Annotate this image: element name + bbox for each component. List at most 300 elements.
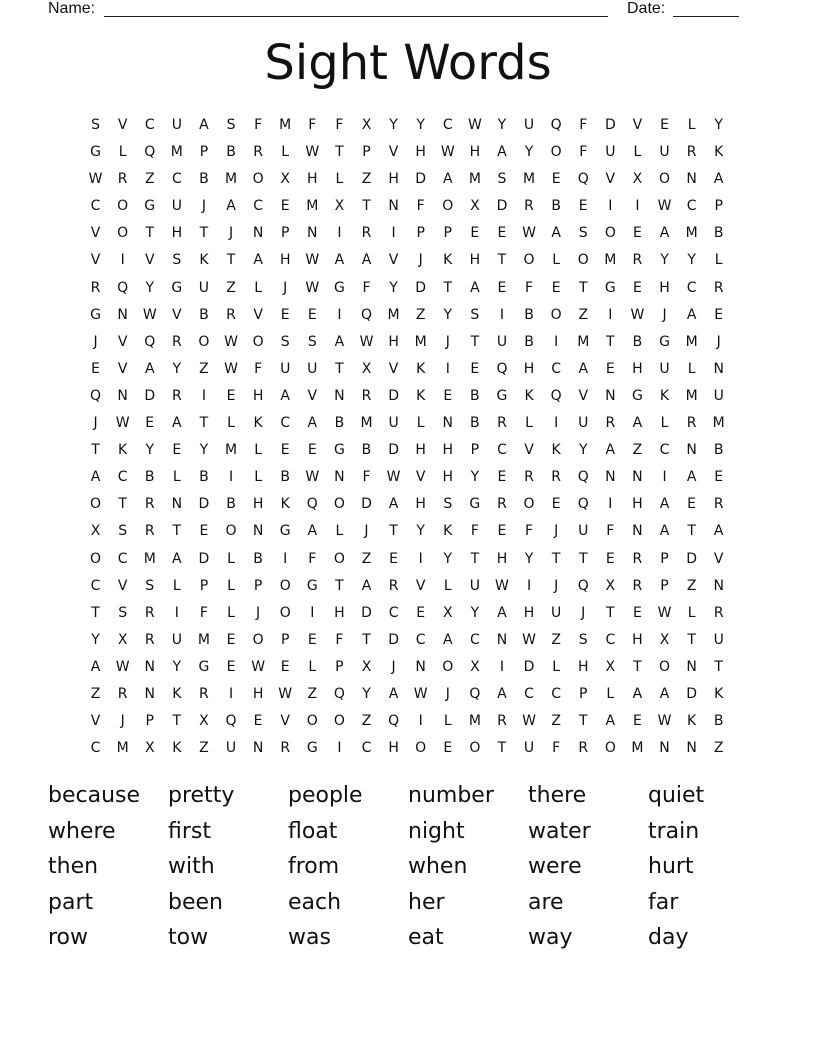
- grid-letter: R: [551, 469, 561, 486]
- grid-letter: Y: [199, 442, 209, 459]
- grid-letter: K: [443, 252, 453, 269]
- grid-letter: U: [388, 415, 399, 432]
- grid-letter: K: [199, 252, 209, 269]
- grid-letter: U: [171, 117, 182, 133]
- word-bank-item: tow: [168, 925, 209, 950]
- grid-letter: O: [659, 658, 671, 675]
- grid-letter: T: [687, 631, 696, 648]
- grid-letter: M: [712, 415, 725, 432]
- grid-letter: J: [554, 577, 559, 594]
- grid-letter: Y: [443, 306, 453, 323]
- grid-letter: E: [307, 306, 317, 323]
- grid-letter: Q: [90, 387, 102, 404]
- grid-letter: P: [199, 144, 209, 161]
- grid-letter: E: [307, 631, 317, 648]
- grid-letter: S: [307, 333, 317, 350]
- grid-letter: W: [224, 333, 238, 350]
- word-bank-item: day: [648, 925, 689, 950]
- grid-letter: A: [713, 171, 724, 188]
- grid-letter: L: [687, 604, 696, 621]
- grid-letter: Z: [632, 442, 643, 459]
- grid-row: [82, 518, 732, 545]
- grid-letter: T: [470, 333, 480, 350]
- grid-letter: E: [199, 523, 209, 540]
- grid-letter: I: [554, 415, 559, 432]
- word-bank-item: quiet: [648, 783, 705, 808]
- grid-letter: M: [279, 117, 292, 133]
- grid-row: [82, 735, 732, 762]
- grid-letter: R: [524, 198, 534, 215]
- grid-letter: B: [199, 469, 209, 486]
- page-title: Sight Words: [264, 35, 552, 91]
- grid-letter: E: [280, 442, 290, 459]
- date-field-line[interactable]: [673, 16, 739, 17]
- grid-letter: T: [578, 550, 588, 567]
- grid-letter: E: [551, 279, 561, 296]
- word-bank-item: eat: [408, 925, 444, 950]
- grid-letter: N: [117, 306, 128, 323]
- grid-letter: X: [442, 604, 453, 621]
- grid-letter: A: [172, 550, 182, 567]
- grid-letter: I: [608, 496, 613, 513]
- grid-letter: C: [361, 740, 372, 757]
- grid-letter: Z: [199, 740, 209, 757]
- grid-letter: S: [172, 252, 182, 269]
- grid-letter: H: [415, 144, 426, 161]
- grid-letter: I: [337, 740, 342, 757]
- grid-letter: O: [117, 225, 129, 242]
- grid-letter: W: [224, 360, 238, 377]
- grid-letter: U: [523, 740, 535, 757]
- grid-letter: A: [361, 252, 372, 269]
- grid-letter: I: [228, 469, 234, 486]
- grid-letter: B: [199, 171, 209, 188]
- word-bank-item: with: [168, 854, 215, 879]
- grid-letter: H: [388, 740, 399, 757]
- grid-letter: N: [713, 360, 724, 377]
- grid-letter: W: [440, 144, 455, 161]
- grid-letter: D: [686, 685, 697, 702]
- grid-letter: W: [305, 252, 320, 269]
- grid-letter: L: [227, 415, 235, 432]
- grid-row: [82, 464, 732, 491]
- grid-letter: N: [334, 469, 345, 486]
- grid-letter: O: [225, 523, 237, 540]
- word-bank-item: train: [648, 818, 700, 844]
- grid-letter: T: [497, 740, 507, 757]
- grid-letter: O: [442, 198, 454, 215]
- grid-letter: C: [90, 577, 101, 594]
- grid-letter: H: [279, 252, 291, 269]
- grid-letter: E: [605, 360, 615, 377]
- grid-letter: V: [605, 171, 616, 188]
- grid-letter: X: [605, 658, 616, 675]
- grid-letter: Y: [443, 550, 453, 567]
- grid-letter: F: [606, 523, 615, 540]
- grid-letter: Q: [306, 496, 318, 513]
- grid-letter: A: [686, 306, 697, 323]
- grid-letter: R: [280, 740, 291, 757]
- grid-letter: B: [280, 469, 290, 486]
- grid-letter: N: [117, 387, 128, 404]
- grid-row: [82, 627, 732, 654]
- grid-letter: V: [388, 360, 399, 377]
- grid-letter: V: [90, 252, 101, 269]
- grid-letter: Y: [660, 252, 669, 269]
- grid-letter: U: [551, 604, 562, 621]
- grid-letter: O: [469, 740, 481, 757]
- grid-letter: M: [468, 171, 481, 188]
- grid-letter: P: [253, 577, 263, 594]
- word-bank-item: first: [168, 818, 211, 844]
- grid-letter: B: [713, 713, 724, 730]
- grid-letter: E: [470, 360, 480, 377]
- grid-letter: R: [199, 685, 209, 702]
- grid-letter: H: [334, 604, 345, 621]
- grid-row: [82, 193, 732, 220]
- grid-letter: N: [252, 225, 264, 242]
- grid-letter: P: [199, 577, 209, 594]
- grid-letter: T: [172, 523, 182, 540]
- grid-letter: L: [525, 415, 533, 432]
- grid-letter: P: [714, 198, 723, 215]
- grid-letter: D: [388, 631, 399, 648]
- grid-letter: N: [144, 658, 155, 675]
- grid-letter: F: [308, 117, 317, 133]
- grid-letter: V: [117, 360, 128, 377]
- grid-letter: T: [145, 225, 155, 242]
- grid-letter: Y: [389, 117, 398, 133]
- grid-letter: J: [554, 523, 559, 540]
- grid-letter: G: [90, 144, 101, 161]
- grid-row: [82, 247, 732, 274]
- grid-letter: B: [144, 469, 155, 486]
- grid-letter: F: [199, 604, 208, 621]
- grid-letter: C: [90, 740, 101, 757]
- grid-letter: O: [442, 658, 454, 675]
- grid-letter: Z: [307, 685, 318, 702]
- grid-letter: G: [171, 279, 183, 296]
- grid-letter: P: [145, 713, 154, 730]
- grid-letter: P: [660, 550, 669, 567]
- grid-letter: J: [283, 279, 288, 296]
- grid-letter: E: [497, 469, 507, 486]
- grid-letter: C: [605, 631, 616, 648]
- grid-letter: F: [362, 279, 371, 296]
- grid-letter: H: [632, 360, 643, 377]
- grid-letter: W: [657, 604, 672, 621]
- grid-letter: D: [388, 442, 399, 459]
- grid-letter: L: [687, 360, 696, 377]
- grid-letter: Y: [497, 117, 507, 133]
- grid-row: [82, 491, 732, 518]
- grid-letter: C: [524, 685, 534, 702]
- grid-letter: A: [605, 713, 616, 730]
- grid-letter: R: [497, 415, 507, 432]
- grid-letter: I: [418, 550, 423, 567]
- grid-letter: F: [308, 550, 317, 567]
- grid-letter: O: [90, 496, 102, 513]
- grid-letter: C: [686, 198, 697, 215]
- word-bank-item: from: [288, 854, 340, 879]
- grid-letter: I: [526, 577, 532, 594]
- grid-letter: V: [117, 333, 128, 350]
- grid-letter: E: [497, 279, 507, 296]
- grid-letter: N: [171, 496, 183, 513]
- grid-letter: W: [657, 713, 672, 730]
- grid-letter: B: [334, 415, 345, 432]
- grid-letter: L: [172, 469, 181, 486]
- grid-letter: P: [416, 225, 425, 242]
- grid-letter: I: [499, 658, 505, 675]
- grid-letter: E: [551, 496, 561, 513]
- grid-letter: L: [660, 415, 669, 432]
- grid-letter: M: [224, 171, 238, 188]
- grid-letter: U: [523, 117, 535, 133]
- grid-letter: E: [714, 469, 724, 486]
- grid-letter: M: [631, 740, 644, 757]
- grid-letter: O: [604, 225, 616, 242]
- grid-letter: J: [418, 252, 423, 269]
- grid-letter: W: [115, 658, 130, 675]
- grid-letter: R: [361, 225, 372, 242]
- date-label: Date:: [627, 0, 666, 17]
- grid-letter: K: [416, 387, 426, 404]
- grid-row: [82, 681, 732, 708]
- grid-letter: N: [632, 523, 643, 540]
- grid-letter: R: [144, 523, 155, 540]
- grid-letter: Q: [225, 713, 237, 730]
- grid-letter: A: [388, 496, 399, 513]
- grid-letter: Z: [361, 171, 372, 188]
- grid-letter: Y: [687, 252, 696, 269]
- grid-letter: W: [142, 306, 157, 323]
- grid-letter: A: [442, 631, 453, 648]
- grid-letter: Y: [714, 117, 723, 133]
- grid-letter: P: [280, 631, 290, 648]
- grid-letter: R: [524, 469, 534, 486]
- grid-letter: O: [252, 333, 264, 350]
- grid-letter: I: [337, 306, 342, 323]
- grid-letter: O: [333, 550, 345, 567]
- grid-letter: W: [115, 415, 130, 432]
- grid-letter: D: [198, 550, 210, 567]
- grid-row: [82, 708, 732, 735]
- grid-row: [82, 139, 732, 166]
- worksheet-header: [48, 0, 748, 22]
- grid-letter: L: [443, 577, 452, 594]
- word-bank-item: hurt: [648, 854, 694, 879]
- grid-letter: R: [578, 740, 589, 757]
- grid-letter: F: [470, 523, 479, 540]
- grid-letter: H: [577, 658, 589, 675]
- grid-letter: N: [144, 685, 155, 702]
- grid-letter: S: [578, 631, 588, 648]
- grid-letter: Z: [551, 631, 561, 648]
- grid-letter: G: [198, 658, 210, 675]
- grid-letter: V: [90, 225, 101, 242]
- word-bank-item: there: [528, 783, 587, 808]
- grid-letter: K: [551, 442, 561, 459]
- grid-letter: H: [442, 442, 454, 459]
- grid-letter: S: [91, 117, 100, 133]
- grid-letter: I: [499, 306, 505, 323]
- grid-letter: A: [226, 198, 236, 215]
- grid-letter: N: [605, 387, 616, 404]
- grid-letter: S: [145, 577, 155, 594]
- grid-letter: R: [686, 415, 697, 432]
- grid-letter: L: [606, 685, 615, 702]
- grid-letter: N: [686, 442, 697, 459]
- grid-letter: E: [497, 225, 507, 242]
- grid-letter: C: [280, 415, 291, 432]
- grid-letter: K: [714, 144, 724, 161]
- grid-letter: S: [470, 306, 480, 323]
- grid-letter: U: [713, 387, 724, 404]
- grid-letter: F: [579, 144, 588, 161]
- word-bank-item: her: [408, 889, 445, 915]
- grid-letter: M: [414, 333, 427, 350]
- grid-letter: A: [280, 387, 290, 404]
- grid-letter: N: [713, 577, 724, 594]
- grid-letter: D: [604, 117, 616, 133]
- grid-letter: A: [686, 469, 697, 486]
- grid-letter: K: [443, 523, 453, 540]
- grid-letter: V: [144, 252, 155, 269]
- name-field-line[interactable]: [104, 16, 608, 17]
- word-bank-item: row: [48, 925, 89, 950]
- grid-letter: S: [497, 171, 507, 188]
- grid-row: [82, 654, 732, 681]
- word-bank-item: way: [528, 925, 573, 950]
- grid-letter: A: [659, 523, 670, 540]
- grid-letter: M: [468, 713, 481, 730]
- grid-letter: O: [90, 550, 102, 567]
- grid-letter: I: [310, 604, 315, 621]
- grid-letter: A: [90, 469, 101, 486]
- grid-letter: E: [632, 713, 642, 730]
- grid-row: [82, 302, 732, 329]
- grid-letter: H: [415, 442, 426, 459]
- grid-letter: R: [713, 279, 724, 296]
- grid-letter: M: [170, 144, 183, 161]
- grid-letter: F: [362, 469, 371, 486]
- grid-letter: Y: [91, 631, 100, 648]
- grid-letter: J: [391, 658, 396, 675]
- grid-letter: O: [550, 306, 562, 323]
- grid-letter: T: [633, 658, 642, 675]
- grid-letter: E: [443, 387, 453, 404]
- grid-letter: N: [659, 740, 670, 757]
- grid-letter: D: [361, 496, 372, 513]
- grid-letter: J: [256, 604, 261, 621]
- grid-letter: Q: [144, 333, 156, 350]
- word-bank-item: each: [288, 889, 342, 915]
- grid-letter: W: [305, 144, 320, 161]
- grid-letter: T: [470, 550, 480, 567]
- grid-letter: A: [307, 523, 318, 540]
- grid-letter: T: [199, 225, 209, 242]
- grid-letter: U: [469, 577, 480, 594]
- grid-letter: N: [307, 225, 318, 242]
- word-bank-item: night: [408, 818, 465, 844]
- grid-letter: L: [633, 144, 642, 161]
- grid-letter: E: [253, 713, 263, 730]
- grid-letter: O: [333, 496, 345, 513]
- word-bank-item: been: [168, 889, 223, 915]
- grid-letter: N: [496, 631, 508, 648]
- grid-letter: O: [279, 604, 291, 621]
- grid-letter: V: [415, 577, 426, 594]
- grid-letter: Z: [199, 360, 209, 377]
- grid-letter: X: [361, 117, 372, 133]
- grid-letter: I: [445, 360, 450, 377]
- grid-letter: E: [226, 658, 236, 675]
- grid-letter: A: [632, 415, 643, 432]
- grid-letter: T: [335, 577, 344, 594]
- grid-letter: X: [659, 631, 670, 648]
- grid-letter: O: [252, 171, 264, 188]
- grid-letter: C: [90, 198, 101, 215]
- grid-letter: S: [118, 523, 128, 540]
- grid-letter: I: [635, 198, 640, 215]
- grid-letter: L: [714, 252, 723, 269]
- grid-letter: M: [685, 333, 698, 350]
- grid-letter: X: [280, 171, 290, 188]
- grid-letter: H: [307, 171, 318, 188]
- grid-letter: W: [467, 117, 482, 133]
- grid-letter: Z: [686, 577, 697, 594]
- grid-letter: L: [552, 658, 561, 675]
- grid-letter: E: [416, 604, 426, 621]
- name-label: Name:: [48, 0, 96, 17]
- grid-letter: U: [198, 279, 210, 296]
- grid-letter: T: [389, 523, 398, 540]
- grid-letter: W: [657, 198, 672, 215]
- grid-letter: G: [279, 523, 291, 540]
- grid-letter: T: [606, 604, 615, 621]
- grid-letter: P: [443, 225, 452, 242]
- grid-letter: V: [172, 306, 182, 323]
- grid-letter: T: [91, 604, 100, 621]
- grid-letter: H: [388, 171, 399, 188]
- grid-letter: T: [497, 252, 507, 269]
- grid-letter: A: [253, 252, 263, 269]
- grid-letter: R: [171, 333, 182, 350]
- grid-row: [82, 275, 732, 302]
- grid-letter: Y: [389, 279, 398, 296]
- grid-letter: A: [334, 333, 345, 350]
- grid-letter: W: [359, 333, 374, 350]
- grid-letter: B: [226, 144, 236, 161]
- grid-letter: B: [524, 333, 534, 350]
- grid-letter: H: [523, 360, 535, 377]
- grid-letter: T: [91, 442, 100, 459]
- grid-letter: I: [418, 713, 423, 730]
- grid-letter: C: [171, 171, 182, 188]
- grid-letter: Q: [577, 577, 589, 594]
- grid-letter: Y: [172, 658, 182, 675]
- grid-letter: A: [713, 523, 724, 540]
- grid-letter: A: [632, 685, 643, 702]
- grid-letter: E: [551, 171, 561, 188]
- grid-letter: B: [470, 387, 480, 404]
- grid-letter: O: [577, 252, 589, 269]
- grid-letter: R: [497, 496, 507, 513]
- word-bank-item: then: [48, 854, 99, 879]
- grid-letter: M: [604, 252, 617, 269]
- grid-letter: V: [280, 713, 290, 730]
